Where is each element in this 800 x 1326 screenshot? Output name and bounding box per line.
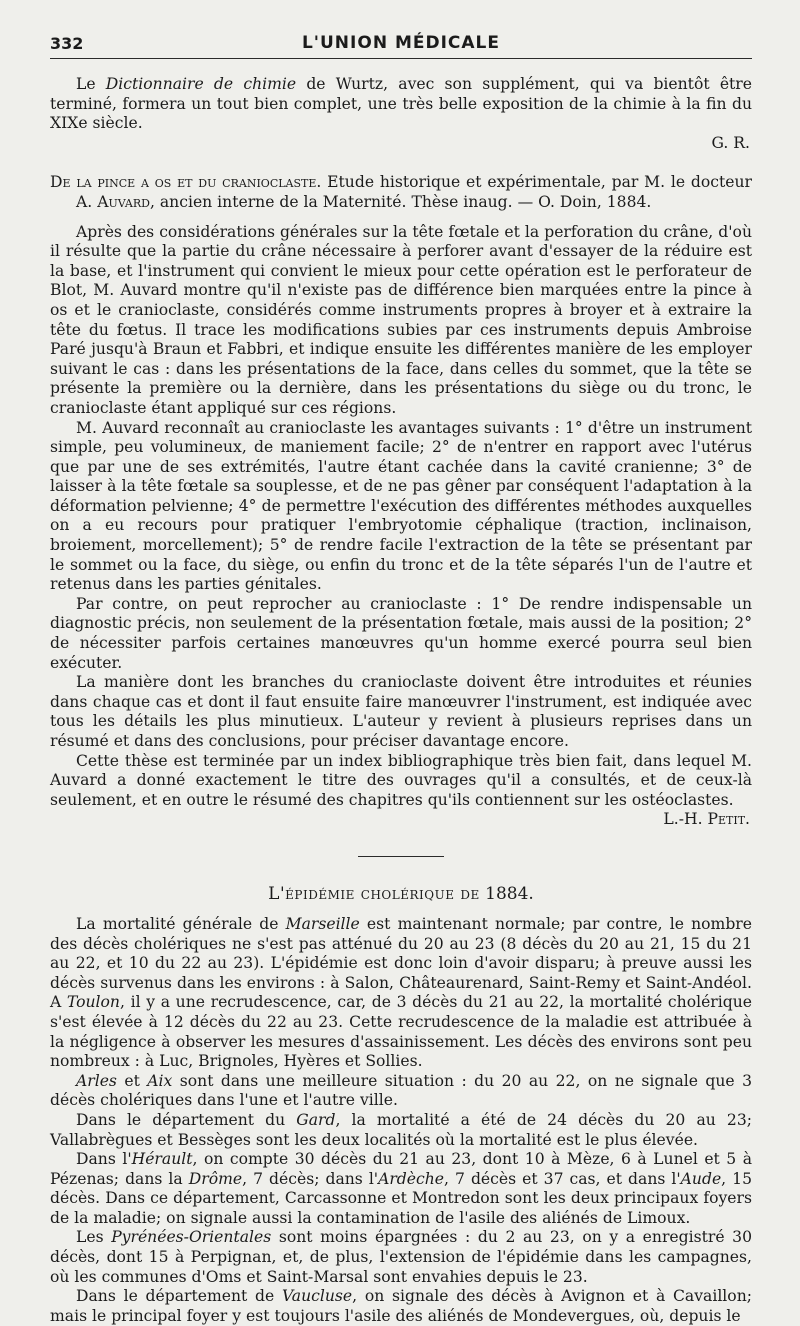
- review-paragraph: Par contre, on peut reprocher au cranioclaste : 1° De rendre indispensable un diagnostic précis, non seulement de la présentation fœtale, mais aussi de la position; 2° de nécessiter parfois certaines manœuvres qu'un homme exercé pourra seul bien exécuter.: [50, 594, 752, 672]
- text-run: , ancien interne de la Maternité. Thèse inaug. — O. Doin, 1884.: [149, 192, 652, 211]
- journal-title: L'UNION MÉDICALE: [301, 33, 501, 53]
- text-run: sont dans une meilleure situation : du 20 au 22, on ne signale que 3 décès cholériques dans l'une et l'autre ville.: [50, 1071, 752, 1110]
- place-name: Marseille: [285, 914, 360, 933]
- text-run: Etude historique et expérimentale, par M. le docteur A.: [76, 173, 752, 211]
- text-run: , on compte 30 décès du 21 au 23, dont 10 à Mèze, 6 à Lunel et 5 à Pézenas; dans la: [50, 1150, 752, 1188]
- text-run: Les: [76, 1228, 112, 1247]
- text-run: Dans l': [76, 1150, 132, 1169]
- article-paragraph: [50, 1072, 752, 1111]
- review-title: De la pince a os et du cranioclaste.: [50, 173, 322, 192]
- review-paragraph: Cette thèse est terminée par un index bibliographique très bien fait, dans lequel M. Auvard a donné exactement le titre des ouvrages qu'il a consultés, et de ceux-là seulement, et en outre le résumé des chapitres qu'ils contiennent sur les ostéoclastes.: [50, 751, 752, 809]
- first-review: [50, 75, 752, 153]
- page-number: 332: [50, 34, 84, 53]
- place-name: Aix: [147, 1071, 173, 1090]
- review-paragraph: Après des considérations générales sur la tête fœtale et la perforation du crâne, d'où il résulte que la partie du crâne nécessaire à perforer avant d'essayer de la réduire est la base, et l'instrument qui convient le mieux pour cette opération est le perforateur de Blot, M. Auvard montre qu'il n'existe pas de différence bien marquées entre la pince à os et le cranioclaste, considérés comme instruments propres à broyer et à extraire la tête du fœtus. Il trace les modifications subies par ces instruments depuis Ambroise Paré jusqu'à Braun et Fabbri, et indique ensuite les différentes manière de les employer suivant le cas : dans les présentations de la face, dans celles du sommet, que la tête se présente la première ou la dernière, dans les présentations du siège ou du tronc, le cranioclaste étant appliqué sur ces régions.: [50, 222, 752, 417]
- place-name: Toulon: [66, 993, 120, 1012]
- place-name: Arles: [76, 1071, 117, 1090]
- article-paragraph: [50, 915, 752, 1072]
- text-run: , 7 décès et 37 cas, et dans l': [444, 1169, 681, 1188]
- article: [50, 883, 752, 1326]
- article-paragraph: [50, 1287, 752, 1326]
- text-run: La mortalité générale de: [76, 914, 286, 933]
- text-run: Dans le département de: [76, 1287, 282, 1306]
- text-run: Dans le département du: [76, 1110, 297, 1129]
- text-run: , on signale des décès à Avignon et à Cavaillon; mais le principal foyer y est toujours l'asile des aliénés de Mondevergues, où, depuis le: [50, 1287, 752, 1325]
- article-paragraph: [50, 1228, 752, 1287]
- article-paragraph: [50, 1111, 752, 1150]
- place-name: Pyrénées-Orientales: [111, 1228, 272, 1247]
- second-review-signature: [50, 810, 752, 830]
- text-run: , 7 décès; dans l': [242, 1169, 379, 1188]
- second-review: [50, 173, 752, 830]
- text-run: , il y a une recrudescence, car, de 3 décès du 21 au 22, la mortalité cholérique s'est élevée à 12 décès du 22 au 23. Cette recrudescence de la maladie est attribuée à la négligence à observer les mesures d'assainissement. Les décès des environs sont peu nombreux : à Luc, Brignoles, Hyères et Sollies.: [50, 993, 752, 1071]
- place-name: Vaucluse: [281, 1287, 353, 1306]
- place-name: Ardèche: [378, 1169, 445, 1188]
- place-name: Drôme: [188, 1169, 243, 1188]
- text-run: L'épidémie cholérique de: [268, 883, 480, 904]
- article-title: [50, 883, 752, 905]
- text-run: est maintenant normale; par contre, le nombre des décès cholériques ne s'est pas atténué du 20 au 23 (8 décès du 20 au 21, 15 du 21 au 22, et 10 du 22 au 23). L'épidémie est donc loin d'avoir disparu; à preuve aussi les décès survenus dans les environs : à Salon, Châteaurenard, Saint-Remy et Saint-Andéol. A: [50, 914, 752, 1012]
- review-heading: [50, 173, 752, 212]
- place-name: Aude: [680, 1169, 722, 1188]
- text-run: L.-H.: [663, 810, 708, 829]
- place-name: Hérault: [131, 1150, 193, 1169]
- first-review-signature: G. R.: [711, 133, 750, 152]
- first-review-paragraph: [50, 75, 752, 134]
- book-title: Dictionnaire de chimie: [105, 75, 297, 93]
- text-run: Petit.: [707, 810, 750, 829]
- review-author: Auvard: [97, 192, 150, 211]
- place-name: Gard: [296, 1110, 336, 1129]
- text-run: , 15 décès. Dans ce département, Carcassonne et Montredon sont les deux principaux foyers de la maladie; on signale aussi la contamination de l'asile des aliénés de Limoux.: [50, 1169, 752, 1227]
- text-run: de Wurtz, avec son supplément, qui va bientôt être terminé, formera un tout bien complet, une très belle exposition de la chimie à la fin du XIXe siècle.: [50, 75, 752, 133]
- text-run: , la mortalité a été de 24 décès du 20 au 23; Vallabrègues et Bessèges sont les deux localités où la mortalité est le plus élevée.: [50, 1110, 752, 1149]
- text-run: 1884.: [479, 883, 534, 904]
- article-paragraph: [50, 1150, 752, 1228]
- section-divider: [358, 856, 444, 857]
- text-run: et: [116, 1071, 148, 1090]
- text-run: sont moins épargnées : du 2 au 23, on y a enregistré 30 décès, dont 15 à Perpignan, et, de plus, l'extension de l'épidémie dans les campagnes, où les communes d'Oms et Saint-Marsal sont envahies depuis le 23.: [50, 1228, 752, 1286]
- text-run: Le: [76, 75, 106, 93]
- review-paragraph: M. Auvard reconnaît au cranioclaste les avantages suivants : 1° d'être un instrument simple, peu volumineux, de maniement facile; 2° de n'entrer en rapport avec l'utérus que par une de ses extrémités, l'autre étant cachée dans la cavité cranienne; 3° de laisser à la tête fœtale sa souplesse, et de ne pas gêner par conséquent l'adaptation à la déformation pelvienne; 4° de permettre l'exécution des différentes méthodes auxquelles on a eu recours pour pratiquer l'embryotomie céphalique (traction, inclinaison, broiement, morcellement); 5° de rendre facile l'extraction de la tête se présentant par le sommet ou la face, du siège, ou enfin du tronc et de la tête séparés l'un de l'autre et retenus dans les parties génitales.: [50, 418, 752, 594]
- running-head: [50, 28, 752, 59]
- review-paragraph: La manière dont les branches du cranioclaste doivent être introduites et réunies dans chaque cas et dont il faut ensuite faire manœuvrer l'instrument, est indiquée avec tous les détails les plus minutieux. L'auteur y revient à plusieurs reprises dans un résumé et dans des conclusions, pour préciser davantage encore.: [50, 673, 752, 750]
